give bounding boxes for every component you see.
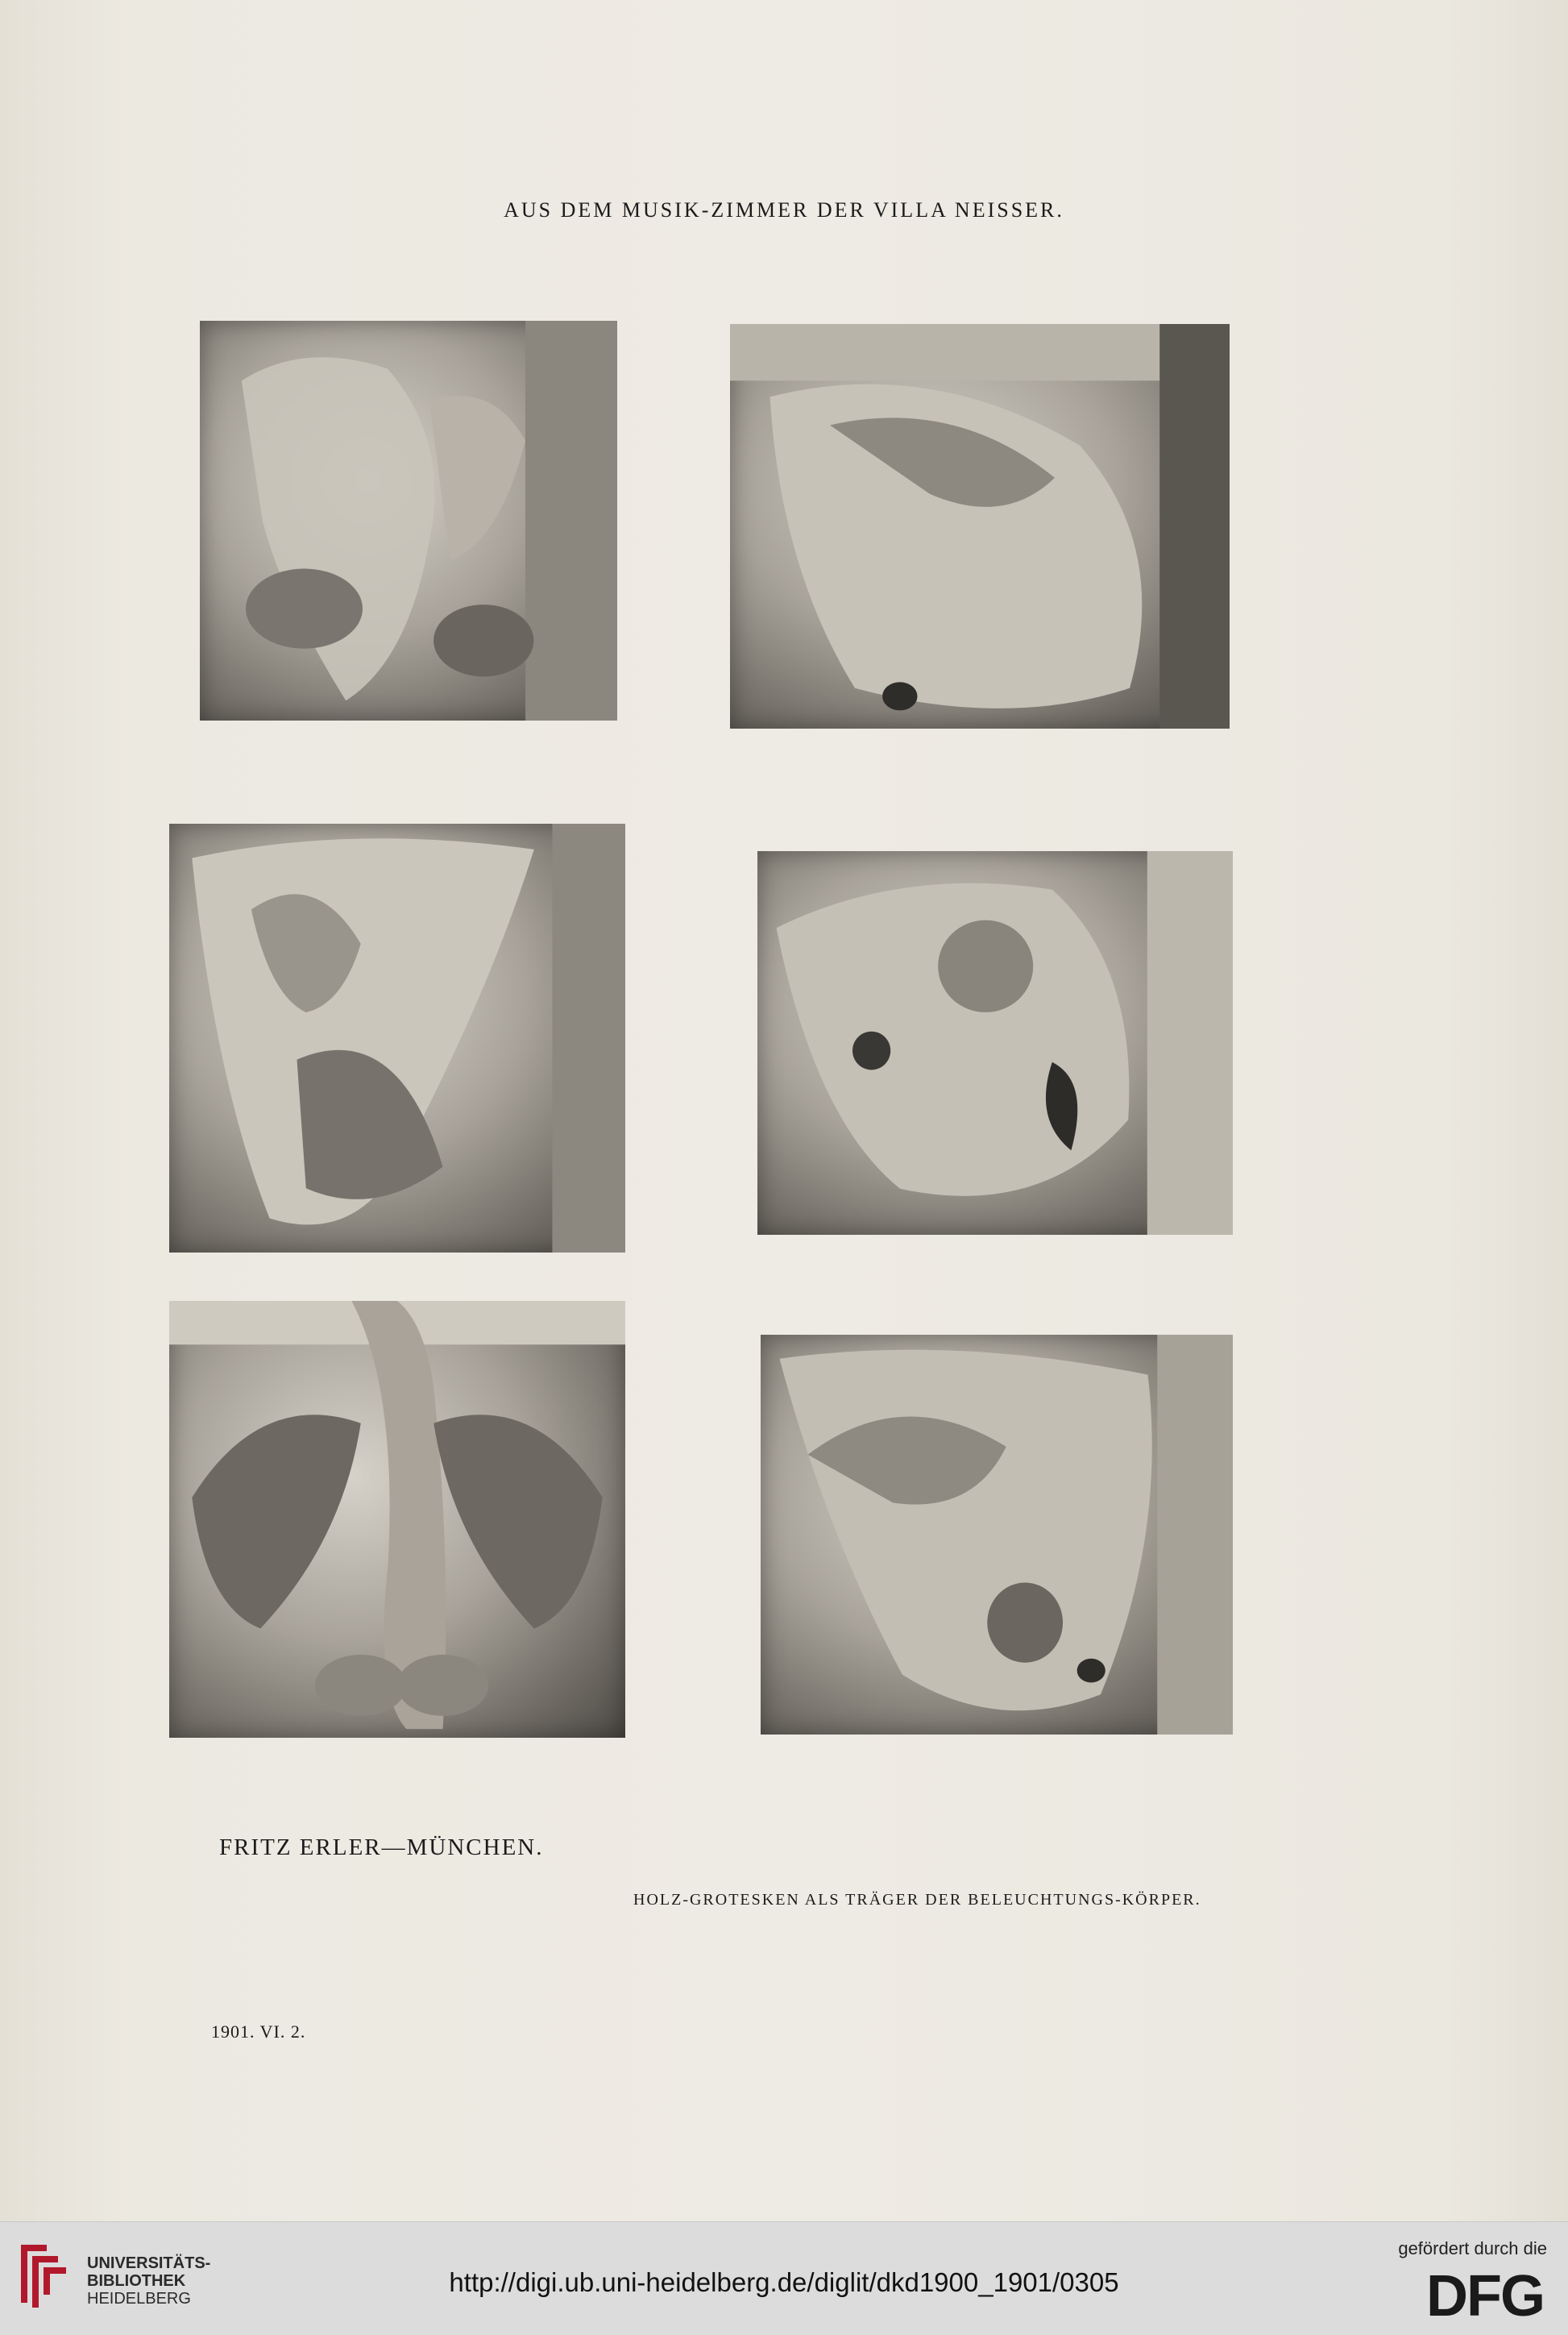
library-name-line-2: BIBLIOTHEK xyxy=(87,2272,186,2290)
library-name-line-1: UNIVERSITÄTS- xyxy=(87,2254,211,2272)
grotesque-photo-6 xyxy=(761,1335,1233,1735)
grotesque-photo-3 xyxy=(169,824,625,1253)
page-number: 1901. VI. 2. xyxy=(211,2021,306,2042)
permalink-url[interactable]: http://digi.ub.uni-heidelberg.de/diglit/dkd1900_1901/0305 xyxy=(449,2267,1119,2297)
artist-credit: FRITZ ERLER—MÜNCHEN. xyxy=(219,1834,544,1860)
funding-label: gefördert durch die xyxy=(1398,2238,1547,2258)
grotesque-photo-5 xyxy=(169,1301,625,1738)
plate-title: AUS DEM MUSIK-ZIMMER DER VILLA NEISSER. xyxy=(504,198,1064,222)
grotesque-photo-2 xyxy=(730,324,1230,729)
library-name-line-3: HEIDELBERG xyxy=(87,2290,191,2308)
grotesque-photo-1 xyxy=(200,321,617,721)
plate-caption: HOLZ-GROTESKEN ALS TRÄGER DER BELEUCHTUNGS-KÖRPER. xyxy=(633,1891,1201,1909)
grotesque-photo-4 xyxy=(757,851,1233,1235)
digitization-footer xyxy=(0,2221,1568,2335)
dfg-logo: DFG xyxy=(1426,2264,1544,2329)
